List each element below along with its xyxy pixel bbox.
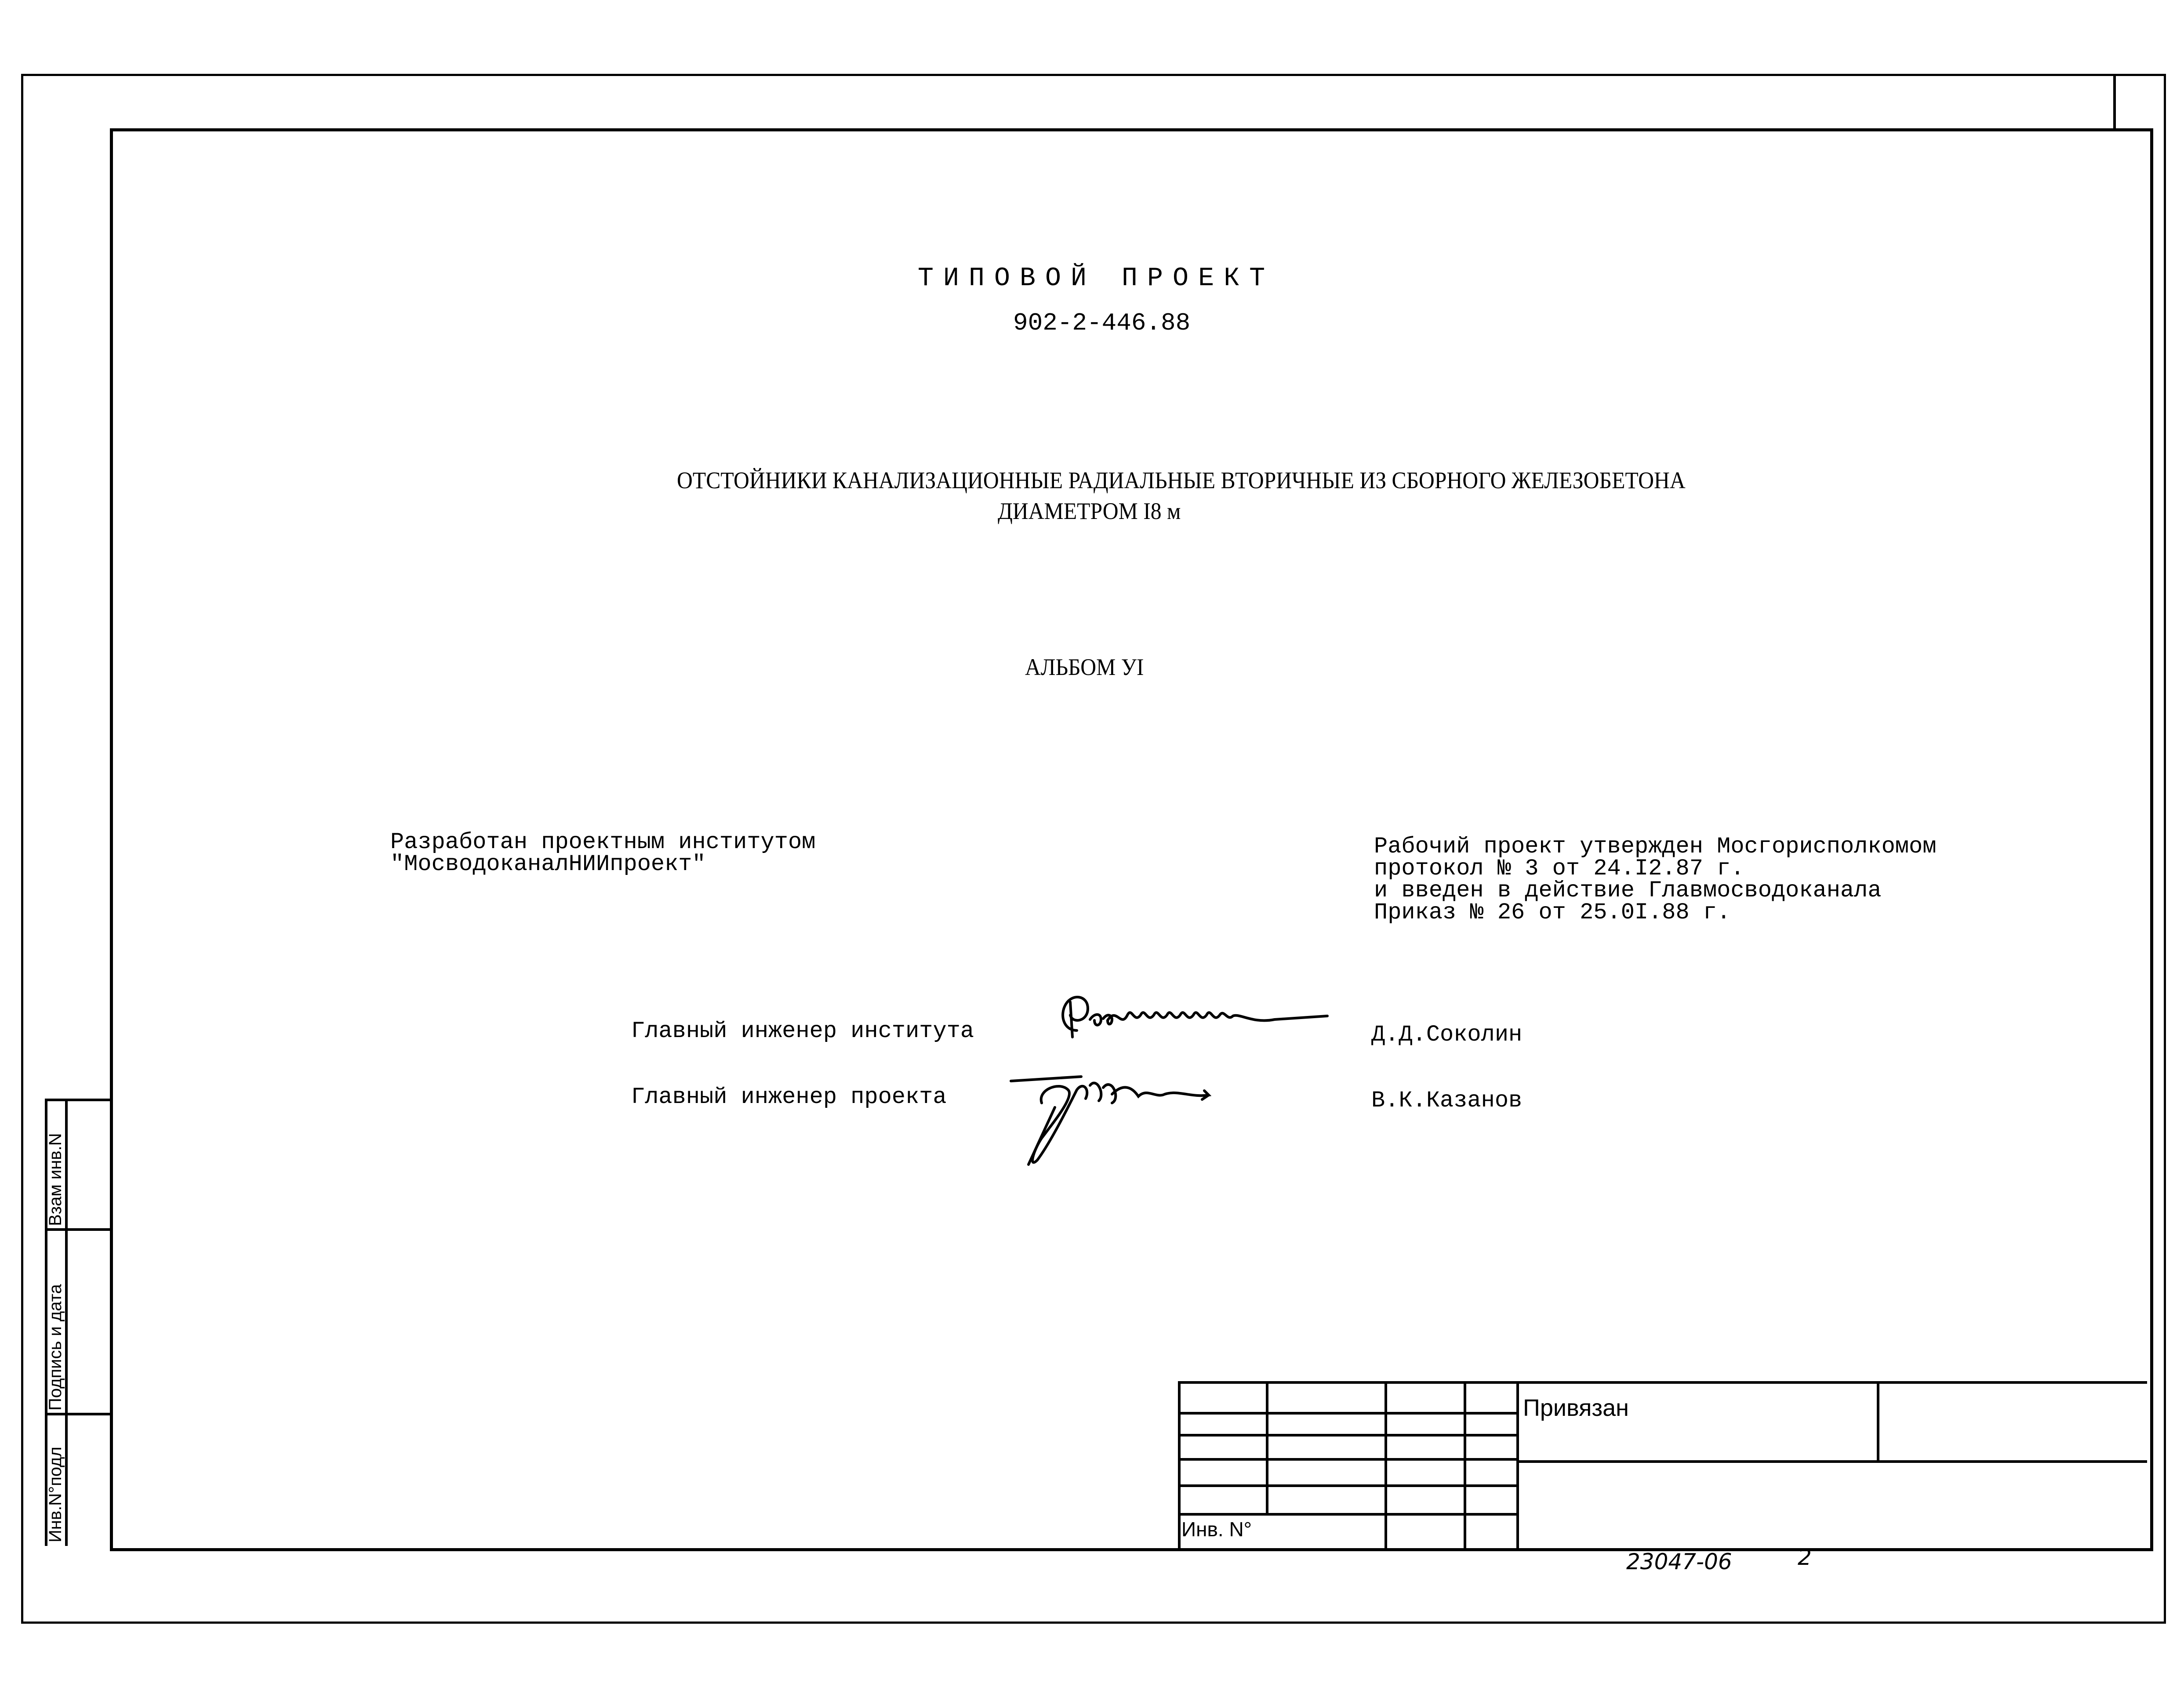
approval-line2: протокол № 3 от 24.I2.87 г. [1374, 856, 1744, 882]
title-block [1178, 1381, 2147, 1548]
inv-podl-label: Инв.N°подл [46, 1447, 65, 1542]
tb-row5 [1178, 1513, 1516, 1516]
tb-col2 [1385, 1381, 1387, 1548]
type-label: ТИПОВОЙ ПРОЕКТ [918, 264, 1275, 294]
document-title-line1: ОТСТОЙНИКИ КАНАЛИЗАЦИОННЫЕ РАДИАЛЬНЫЕ ВТОРИЧНЫЕ ИЗ СБОРНОГО ЖЕЛЕЗОБЕТОНА [677, 467, 1686, 493]
document-number: 23047-06 [1626, 1549, 1732, 1574]
approval-line1: Рабочий проект утвержден Мосгорисполкомом [1374, 834, 1937, 860]
tb-right-divider [1877, 1381, 1879, 1460]
vzam-inv-label: Взам инв.N [46, 1133, 65, 1226]
tb-row2 [1178, 1434, 1516, 1437]
signature-name-1: Д.Д.Соколин [1371, 1022, 1523, 1048]
side-stamp-row2 [45, 1413, 111, 1415]
tb-col4 [1516, 1381, 1519, 1548]
document-title-line2: ДИАМЕТРОМ I8 м [998, 498, 1181, 524]
developer-line2: "МосводоканалНИИпроект" [390, 851, 706, 877]
approval-line3: и введен в действие Главмосводоканала [1374, 878, 1882, 903]
privyazan-label: Привязан [1523, 1395, 1629, 1421]
approval-line4: Приказ № 26 от 25.0I.88 г. [1374, 900, 1731, 925]
developer-block [390, 831, 815, 875]
signature-role-2: Главный инженер проекта [631, 1084, 947, 1110]
signature-kazanov [1002, 1063, 1248, 1169]
project-code: 902-2-446.88 [1013, 309, 1191, 337]
tb-right-mid [1516, 1460, 2147, 1463]
approval-block [1374, 836, 1936, 924]
tb-col3 [1464, 1381, 1466, 1548]
album-label: АЛЬБОМ УI [1025, 654, 1144, 680]
podpis-data-label: Подпись и дата [46, 1284, 65, 1411]
inv-no-label: Инв. N° [1181, 1518, 1252, 1541]
sheet-number: 2 [1798, 1545, 1812, 1570]
developer-line1: Разработан проектным институтом [390, 829, 816, 855]
tb-row1 [1178, 1412, 1516, 1415]
signature-name-2: В.К.Казанов [1371, 1088, 1523, 1114]
signature-sokolin [1046, 989, 1336, 1050]
side-stamp-top [45, 1099, 111, 1101]
tb-row4 [1178, 1484, 1516, 1487]
corner-box-divider [2113, 74, 2116, 130]
signature-role-1: Главный инженер института [631, 1018, 974, 1044]
side-stamp-row1 [45, 1228, 111, 1231]
tb-col1 [1266, 1381, 1268, 1513]
tb-top [1178, 1381, 2147, 1384]
tb-row3 [1178, 1458, 1516, 1461]
tb-left [1178, 1381, 1181, 1548]
